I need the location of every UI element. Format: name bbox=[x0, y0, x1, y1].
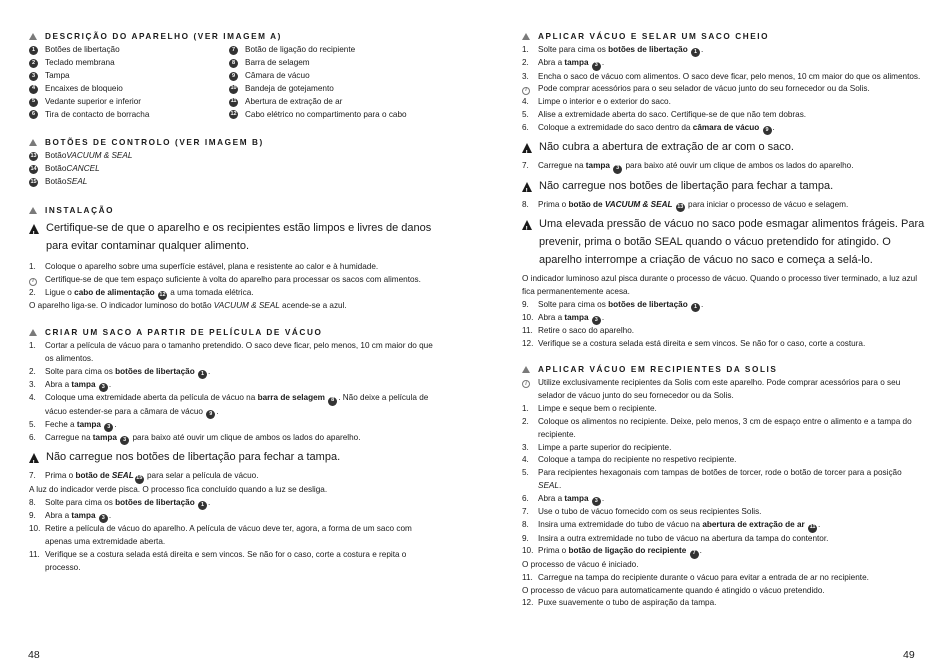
triangle-bullet-icon bbox=[29, 139, 37, 146]
controls-list bbox=[29, 150, 434, 189]
warning-icon bbox=[522, 220, 532, 230]
number-badge-icon: 1 bbox=[29, 46, 38, 55]
number-badge-icon: 2 bbox=[29, 59, 38, 68]
list-item: 6 Tira de contacto de borracha bbox=[29, 109, 229, 122]
triangle-bullet-icon bbox=[522, 33, 530, 40]
section-heading-vacuum-bag: APLICAR VÁCUO E SELAR UM SACO CHEIO bbox=[522, 30, 927, 42]
list-item: 5 Vedante superior e inferior bbox=[29, 96, 229, 109]
warning-air-extraction: ! Não cubra a abertura de extração de ar com o saco. bbox=[522, 138, 927, 156]
parts-list bbox=[29, 44, 434, 121]
info-icon: i bbox=[522, 380, 530, 388]
number-badge-icon: 8 bbox=[229, 59, 238, 68]
info-icon: i bbox=[29, 278, 37, 286]
number-badge-icon: 4 bbox=[29, 85, 38, 94]
section-heading-controls: BOTÕES DE CONTROLO (VER IMAGEM B) bbox=[29, 136, 434, 148]
triangle-bullet-icon bbox=[29, 329, 37, 336]
list-item: 10 Bandeja de gotejamento bbox=[230, 83, 334, 93]
section-heading-create-bag: CRIAR UM SACO A PARTIR DE PELÍCULA DE VÁCUO bbox=[29, 326, 434, 338]
list-item: 7 Botão de ligação do recipiente bbox=[229, 44, 429, 57]
triangle-bullet-icon bbox=[29, 207, 37, 214]
parts-list-col-2 bbox=[229, 44, 429, 121]
number-badge-icon: 11 bbox=[229, 98, 238, 107]
warning-icon bbox=[522, 182, 532, 192]
list-item: 15 Botão SEAL bbox=[30, 177, 88, 187]
ref-12-icon: 12 bbox=[158, 291, 167, 300]
list-item: 8 Barra de selagem bbox=[229, 57, 429, 70]
right-page-column: APLICAR VÁCUO E SELAR UM SACO CHEIO 1. Solte para cima os botões de libertação 1 . 2. Abra a tampa 3 . 3. Encha o saco de vácuo com alimentos. O saco deve ficar, pelo menos, 10 cm maior do que os alimentos. i Pode comprar acessórios para o seu selador de vácuo junto do seu fornecedor ou da Solis. 4. Limpe o interior e o exterior do saco. 5. Alise a extremidade aberta do saco. Certifique-se de que não tem dobras. 6. Coloque a extremidade do saco dentro da câmara de vácuo 9 . ! Não cubra a abertura de extração de ar com o saco. 7. Carregue na tampa 3 para baixo até ouvir um clique de ambos os lados do aparelho. ! Não carregue nos botões de libertação para fechar a tampa. 8. Prima o botão de VACUUM & SEAL 13 para iniciar o processo de vácuo e selagem. ! Uma elevada pressão de vácuo no saco pode esmagar alimentos frágeis. Para prevenir, prima o botão SEAL quando o vácuo pretendido for atingido. O aparelho interrompe a criação de vácuo no saco e começa a selá-lo. O indicador luminoso azul pisca durante o processo de vácuo. Quando o processo tiver terminado, a luz azul fica permanentemente acesa. 9. Solte para cima os botões de libertação 1 . 10. Abra a tampa 3 . 11. Retire o saco do aparelho. 12. Verifique se a costura selada está direita e sem vincos. Se não for o caso, corte a costura. APLICAR VÁCUO EM RECIPIENTES DA SOLIS i Utilize exclusivamente recipientes da Solis com este aparelho. Pode comprar acessórios para o seu selador de vácuo junto do seu fornecedor ou da Solis. 1. Limpe e seque bem o recipiente. 2. Coloque os alimentos no recipiente. Deixe, pelo menos, 3 cm de espaço entre o alimento e a tampa do recipiente. 3. Limpe a parte superior do recipiente. 4. Coloque a tampa do recipiente no respetivo recipiente. 5. Para recipientes hexagonais com tampas de botões de torcer, rode o botão de torcer para a posição SEAL. 6. Abra a tampa 3 . 7. Use o tubo de vácuo fornecido com os seus recipientes Solis. 8. Insira uma extremidade do tubo de vácuo na abertura de extração de ar 11 . 9. Insira a outra extremidade no tubo de vácuo na abertura da tampa do contentor. 10. Prima o botão de ligação do recipiente 7 . O processo de vácuo é iniciado. 11. Carregue na tampa do recipiente durante o vácuo para evitar a entrada de ar no recipiente. O processo de vácuo para automaticamente quando é atingido o vácuo pretendido. 12. Puxe suavemente o tubo de aspiração da tampa. bbox=[522, 30, 927, 610]
triangle-bullet-icon bbox=[29, 33, 37, 40]
section-heading-containers: APLICAR VÁCUO EM RECIPIENTES DA SOLIS bbox=[522, 363, 927, 375]
list-item: 3 Tampa bbox=[29, 70, 229, 83]
number-badge-icon: 7 bbox=[229, 46, 238, 55]
number-badge-icon: 6 bbox=[29, 110, 38, 119]
containers-steps: i Utilize exclusivamente recipientes da Solis com este aparelho. Pode comprar acessórios para o seu selador de vácuo junto do seu fornecedor ou da Solis. 1. Limpe e seque bem o recipiente. 2. Coloque os alimentos no recipiente. Deixe, pelo menos, 3 cm de espaço entre o alimento e a tampa do recipiente. 3. Limpe a parte superior do recipiente. 4. Coloque a tampa do recipiente no respetivo recipiente. 5. Para recipientes hexagonais com tampas de botões de torcer, rode o botão de torcer para a posição SEAL. 6. Abra a tampa 3 . 7. Use o tubo de vácuo fornecido com os seus recipientes Solis. 8. Insira uma extremidade do tubo de vácuo na abertura de extração de ar 11 . 9. Insira a outra extremidade no tubo de vácuo na abertura da tampa do contentor. 10. Prima o botão de ligação do recipiente 7 . O processo de vácuo é iniciado. 11. Carregue na tampa do recipiente durante o vácuo para evitar a entrada de ar no recipiente. O processo de vácuo para automaticamente quando é atingido o vácuo pretendido. 12. Puxe suavemente o tubo de aspiração da tampa. bbox=[522, 378, 912, 608]
list-item: 13 Botão VACUUM & SEAL bbox=[30, 151, 133, 161]
list-item: 11 Abertura de extração de ar bbox=[230, 96, 343, 106]
left-page-column bbox=[29, 30, 434, 575]
list-item: 1 Botões de libertação bbox=[29, 44, 229, 57]
create-bag-steps: 1. Cortar a película de vácuo para o tamanho pretendido. O saco deve ficar, pelo menos, 10 cm maior do que os alimentos. 2. Solte para cima os botões de libertação 1 . 3. Abra a tampa 3 . 4. Coloque uma extremidade aberta da película de vácuo na barra de selagem 8 . Não deixe a película de vácuo estender-se para a câmara de vácuo 9 . 5. Feche a tampa 3 . 6. Carregue na tampa 3 para baixo até ouvir um clique de ambos os lados do aparelho. bbox=[29, 340, 434, 445]
number-badge-icon: 5 bbox=[29, 98, 38, 107]
list-item: 12 Cabo elétrico no compartimento para o cabo bbox=[230, 109, 407, 119]
section-heading-description: DESCRIÇÃO DO APARELHO (VER IMAGEM A) bbox=[29, 30, 434, 42]
number-badge-icon: 12 bbox=[229, 110, 238, 119]
list-item: 4 Encaixes de bloqueio bbox=[29, 83, 229, 96]
warning-icon bbox=[29, 224, 39, 234]
warning-release-buttons-right: ! Não carregue nos botões de libertação para fechar a tampa. bbox=[522, 177, 927, 195]
number-badge-icon: 13 bbox=[29, 152, 38, 161]
section-heading-installation: INSTALAÇÃO bbox=[29, 204, 434, 216]
number-badge-icon: 14 bbox=[29, 165, 38, 174]
list-item: 14 Botão CANCEL bbox=[30, 164, 100, 174]
list-item: 9 Câmara de vácuo bbox=[229, 70, 429, 83]
warning-icon bbox=[522, 143, 532, 153]
page-number-right: 49 bbox=[903, 649, 915, 660]
warning-clean-appliance: ! Certifique-se de que o aparelho e os recipientes estão limpos e livres de danos para evitar contaminar qualquer alimento. bbox=[29, 219, 434, 255]
number-badge-icon: 9 bbox=[229, 72, 238, 81]
warning-high-pressure: ! Uma elevada pressão de vácuo no saco pode esmagar alimentos frágeis. Para prevenir, prima o botão SEAL quando o vácuo pretendido for atingido. O aparelho interrompe a criação de vácuo no saco e começa a selá-lo. bbox=[522, 215, 927, 269]
page-number-left: 48 bbox=[28, 649, 40, 660]
number-badge-icon: 15 bbox=[29, 178, 38, 187]
warning-icon bbox=[29, 453, 39, 463]
create-bag-steps-2: 7. Prima o botão de SEAL 15 para selar a película de vácuo. A luz do indicador verde pisca. O processo fica concluído quando a luz se desliga. 8. Solte para cima os botões de libertação 1 . 9. Abra a tampa 3 . 10. Retire a película de vácuo do aparelho. A película de vácuo deve ter, agora, a forma de um saco com apenas uma extremidade aberta. 11. Verifique se a costura selada está direita e sem vincos. Se não for o caso, corte a costura e repita o processo. bbox=[29, 471, 412, 572]
number-badge-icon: 3 bbox=[29, 72, 38, 81]
installation-steps: 1. Coloque o aparelho sobre uma superfície estável, plana e resistente ao calor e à humidade. i Certifique-se de que tem espaço suficiente à volta do aparelho para processar os sacos com alimentos. 2. Ligue o cabo de alimentação 12 a uma tomada elétrica. O aparelho liga-se. O indicador luminoso do botão VACUUM & SEAL acende-se a azul. bbox=[29, 262, 421, 311]
parts-list-col-1 bbox=[29, 44, 229, 121]
number-badge-icon: 10 bbox=[229, 85, 238, 94]
warning-release-buttons: ! Não carregue nos botões de libertação para fechar a tampa. bbox=[29, 448, 434, 466]
info-icon: i bbox=[522, 87, 530, 95]
list-item: 2 Teclado membrana bbox=[29, 57, 229, 70]
vacuum-bag-steps: 1. Solte para cima os botões de libertação 1 . 2. Abra a tampa 3 . 3. Encha o saco de vácuo com alimentos. O saco deve ficar, pelo menos, 10 cm maior do que os alimentos. i Pode comprar acessórios para o seu selador de vácuo junto do seu fornecedor ou da Solis. 4. Limpe o interior e o exterior do saco. 5. Alise a extremidade aberta do saco. Certifique-se de que não tem dobras. 6. Coloque a extremidade do saco dentro da câmara de vácuo 9 . bbox=[522, 44, 927, 135]
triangle-bullet-icon bbox=[522, 366, 530, 373]
